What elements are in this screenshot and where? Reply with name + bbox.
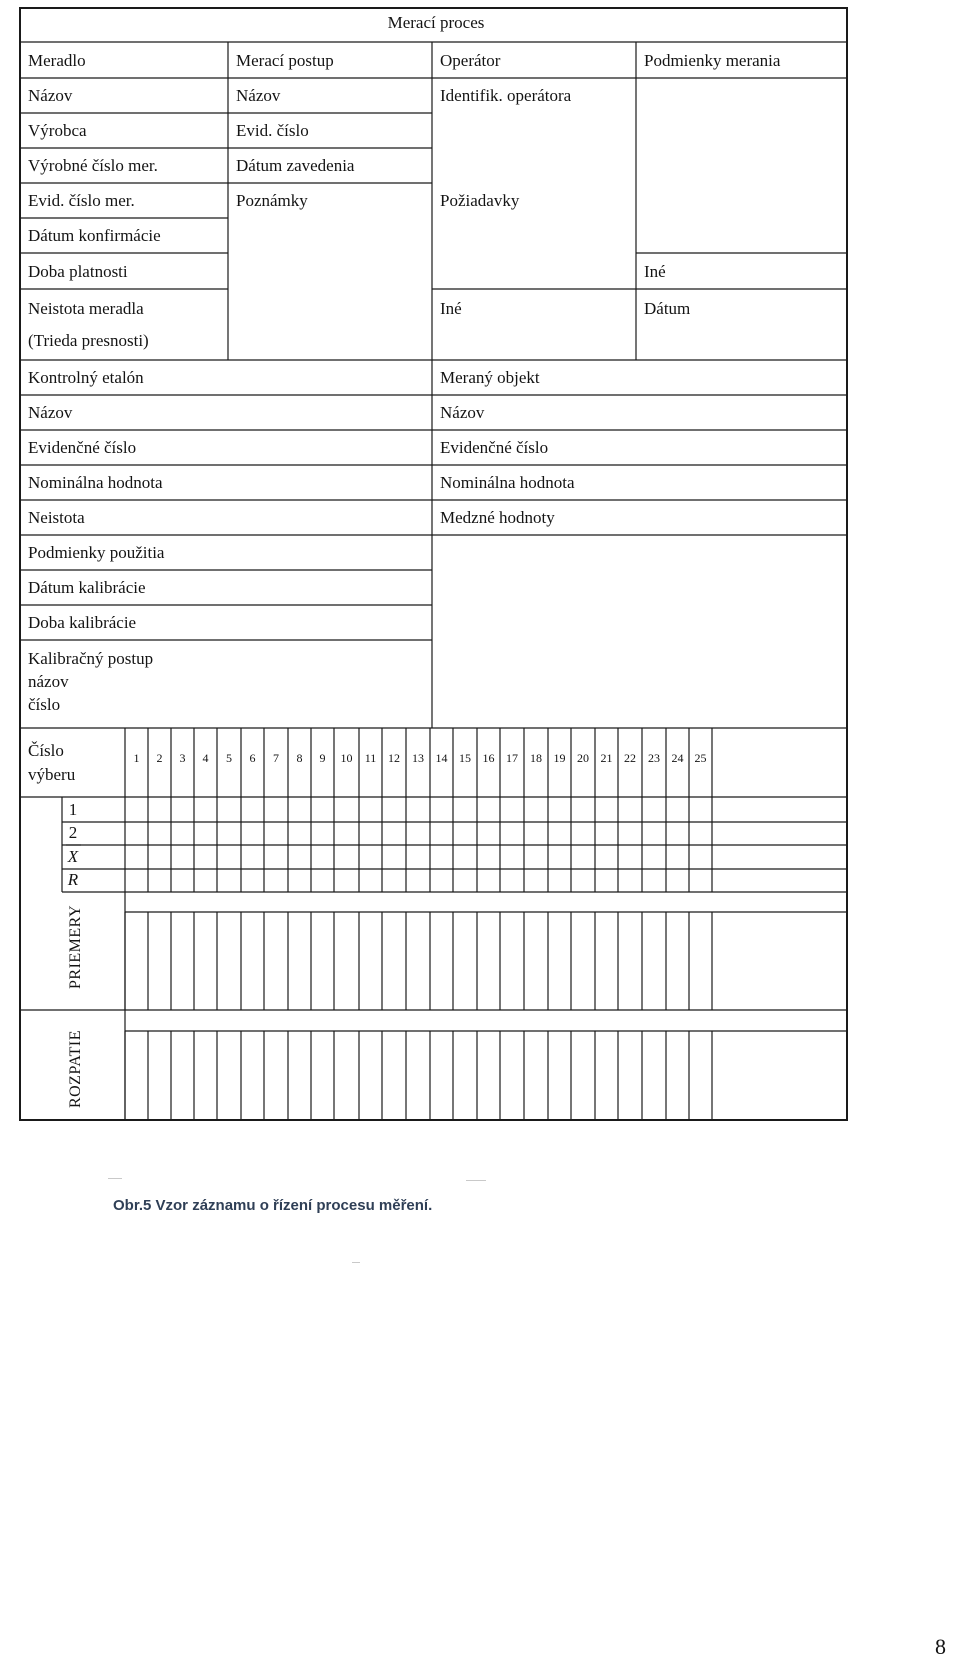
form-title: Merací proces [387, 13, 485, 32]
sample-number-18: 18 [530, 751, 542, 765]
postup-poznamky-label: Poznámky [236, 191, 308, 210]
sample-number-17: 17 [506, 751, 518, 765]
sample-number-2: 2 [156, 751, 163, 765]
operator-ine-label: Iné [440, 299, 462, 318]
podmienky-ine-label: Iné [644, 262, 666, 281]
sample-number-11: 11 [364, 751, 377, 765]
etalon-datum-kalibracie-label: Dátum kalibrácie [28, 578, 146, 597]
row-label-2: 2 [68, 823, 78, 842]
scan-speck [466, 1180, 486, 1181]
sample-number-21: 21 [600, 751, 613, 765]
etalon-nominalna-hodnota-label: Nominálna hodnota [28, 473, 163, 492]
sample-number-16: 16 [482, 751, 495, 765]
etalon-header: Kontrolný etalón [28, 368, 144, 387]
sample-number-23: 23 [648, 751, 660, 765]
sample-number-10: 10 [340, 751, 353, 765]
row-label-x-bar: X [67, 847, 79, 866]
sample-number-14: 14 [435, 751, 448, 765]
sample-number-22: 22 [624, 751, 636, 765]
etalon-neistota-label: Neistota [28, 508, 85, 527]
sample-number-4: 4 [202, 751, 209, 765]
sample-number-1: 1 [133, 751, 140, 765]
column-header-operator: Operátor [440, 51, 501, 70]
objekt-nazov-label: Názov [440, 403, 485, 422]
column-header-podmienky-merania: Podmienky merania [644, 51, 781, 70]
sample-number-19: 19 [553, 751, 566, 765]
objekt-evidencne-cislo-label: Evidenčné číslo [440, 438, 549, 457]
row-label-r: R [67, 870, 79, 889]
operator-identifikacia-label: Identifik. operátora [440, 86, 572, 105]
podmienky-datum-label: Dátum [644, 299, 691, 318]
objekt-header: Meraný objekt [440, 368, 540, 387]
objekt-nominalna-hodnota-label: Nominálna hodnota [440, 473, 575, 492]
meradlo-trieda-presnosti-label: (Trieda presnosti) [28, 331, 149, 350]
side-label-priemery: PRIEMERY [67, 904, 84, 990]
kalibracny-postup-cislo-label: číslo [28, 695, 61, 714]
sample-number-7: 7 [273, 751, 279, 765]
row-label-1: 1 [68, 800, 78, 819]
page-number: 8 [935, 1634, 946, 1659]
sample-number-9: 9 [319, 751, 326, 765]
sample-number-20: 20 [577, 751, 589, 765]
sample-number-24: 24 [671, 751, 684, 765]
sample-number-13: 13 [412, 751, 424, 765]
column-header-meraci-postup: Merací postup [236, 51, 334, 70]
objekt-medzne-hodnoty-label: Medzné hodnoty [440, 508, 555, 527]
kalibracny-postup-nazov-label: názov [28, 672, 69, 691]
sample-number-3: 3 [179, 751, 186, 765]
side-label-rozpatie: ROZPATIE [67, 1029, 84, 1109]
sample-number-6: 6 [249, 751, 256, 765]
scan-speck [108, 1178, 122, 1179]
cislo-vyberu-label: Číslo [28, 741, 64, 760]
sample-number-8: 8 [296, 751, 303, 765]
sample-number-12: 12 [388, 751, 400, 765]
meradlo-datum-konfirmacie-label: Dátum konfirmácie [28, 226, 161, 245]
meradlo-vyrobne-cislo-label: Výrobné číslo mer. [28, 156, 158, 175]
meradlo-nazov-label: Názov [28, 86, 73, 105]
meradlo-evid-cislo-label: Evid. číslo mer. [28, 191, 135, 210]
sample-number-25: 25 [694, 751, 707, 765]
sample-number-15: 15 [459, 751, 471, 765]
cislo-vyberu-label-line2: výberu [28, 765, 76, 784]
meradlo-doba-platnosti-label: Doba platnosti [28, 262, 128, 281]
postup-datum-zavedenia-label: Dátum zavedenia [236, 156, 355, 175]
etalon-podmienky-pouzitia-label: Podmienky použitia [28, 543, 165, 562]
meradlo-neistota-label: Neistota meradla [28, 299, 144, 318]
kalibracny-postup-label: Kalibračný postup [28, 649, 154, 668]
postup-nazov-label: Názov [236, 86, 281, 105]
etalon-evidencne-cislo-label: Evidenčné číslo [28, 438, 137, 457]
etalon-doba-kalibracie-label: Doba kalibrácie [28, 613, 137, 632]
etalon-nazov-label: Názov [28, 403, 73, 422]
meradlo-vyrobca-label: Výrobca [28, 121, 87, 140]
postup-evid-cislo-label: Evid. číslo [236, 121, 309, 140]
column-header-meradlo: Meradlo [28, 51, 86, 70]
figure-caption: Obr.5 Vzor záznamu o řízení procesu měření. [113, 1197, 433, 1214]
scan-speck [352, 1262, 360, 1263]
sample-number-5: 5 [226, 751, 232, 765]
operator-poziadavky-label: Požiadavky [440, 191, 520, 210]
